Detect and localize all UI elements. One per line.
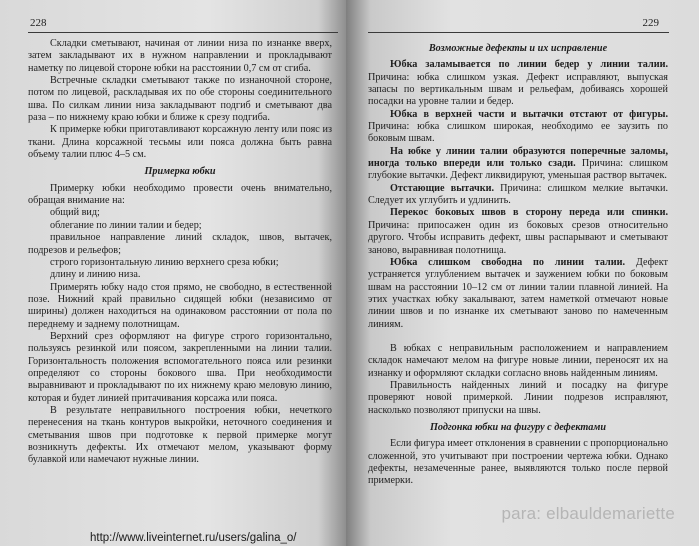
defect-text: Причина: припосажен один из боковых срезов относительно другого. Чтобы исправить дефект, швы распарывают и сметывают заново, выравнивая полотнища. — [368, 219, 668, 256]
footer-url[interactable]: http://www.liveinternet.ru/users/galina_o/ — [90, 532, 297, 544]
defect-text: Причина: юбка слишком широкая, необходимо ее заузить по боковым швам. — [368, 121, 668, 145]
defect-title: На юбке у линии талии образуются поперечные заломы, иногда только впереди или только сзади. — [368, 145, 668, 170]
defect-paragraph — [368, 207, 668, 256]
paragraph: В юбках с неправильным расположением и направлением складок намечают мелом на фигуре новые линии, переносят их на изнанку и оформляют складки согласно вновь найденным линиям. — [368, 342, 668, 379]
list-item: облегание по линии талии и бедер; — [50, 219, 202, 231]
section-heading: Возможные дефекты и их исправление — [428, 43, 608, 54]
section-heading: Примерка юбки — [144, 166, 216, 178]
defect-title: Отстающие вытачки. — [390, 182, 495, 194]
page-number-right: 229 — [642, 17, 659, 29]
paragraph: Верхний срез оформляют на фигуре строго горизонтально, пользуясь резинкой или поясом, закрепленными на линии талии. Горизонтальность положения вспомогательного пояса или резинки определяют со стороны бокового шва. При необходимости выравнивают и прокладывают по их нижнему краю меловую линию, которая и будет линией притачивания корсажа или пояса. — [28, 330, 332, 404]
defect-paragraph — [368, 257, 668, 331]
defect-text: Причина: слишком глубокие вытачки. Дефект ликвидируют, уменьшая раствор вытачек. — [368, 158, 668, 182]
paragraph-gap — [368, 331, 668, 343]
defect-text: Причина: юбка слишком узкая. Дефект исправляют, выпуская запасы по вертикальным швам и рельефам, добиваясь хорошей посадки на уровне талии и бедер. — [368, 71, 668, 108]
defect-text: Дефект устраняется углублением вытачек и заужением юбки по боковым швам на расстоянии 10–12 см от линии талии плавной линией. На этих участках юбку закалывают, затем наметкой отмечают новые линии швов и по изнанке их сметывают заново по намеченным линиям. — [368, 256, 668, 330]
section-heading: Подгонка юбки на фигуру с дефектами — [429, 421, 607, 433]
defect-paragraph — [368, 146, 668, 183]
right-page — [346, 0, 699, 546]
left-page — [0, 0, 346, 546]
paragraph: К примерке юбки приготавливают корсажную ленту или пояс из ткани. Длина корсажной тесьмы или пояса должна быть равна объему талии плюс 4–5 см. — [28, 124, 332, 161]
paragraph: Примерять юбку надо стоя прямо, не свободно, в естественной позе. Нижний край правильно сидящей юбки (независимо от ширины) должен находиться на одинаковом расстоянии от пола по переднему и заднему полотнищам. — [28, 281, 332, 330]
defect-title: Юбка слишком свободна по линии талии. — [390, 256, 626, 268]
list-item: правильное направление линий складок, швов, вытачек, подрезов и рельефов; — [28, 232, 332, 256]
list-item: длину и линию низа. — [50, 269, 141, 281]
defect-paragraph — [368, 59, 668, 108]
defect-text: Причина: слишком мелкие вытачки. Следует их углубить и удлинить. — [368, 182, 668, 207]
defect-title: Перекос боковых швов в сторону переда или спинки. — [390, 207, 668, 219]
list-item: общий вид; — [50, 207, 100, 219]
left-page-text — [28, 38, 332, 467]
list-item: строго горизонтальную линию верхнего среза юбки; — [50, 256, 279, 268]
paragraph: Правильность найденных линий и посадку на фигуре проверяют новой примеркой. Линии подрезов исправляют, насколько позволяют припуски на швы. — [368, 379, 668, 416]
watermark-text: para: elbauldemariette — [501, 504, 675, 523]
paragraph: Встречные складки сметывают также по изнаночной стороне, потом по лицевой, раскладывая их по обе стороны соединительного шва. По силкам линии низа закладывают подгиб и сметывают два раза – по нижнему краю юбки и ближе к срезу подгиба. — [28, 75, 332, 124]
right-page-text — [368, 38, 668, 488]
header-rule-right — [368, 32, 669, 33]
paragraph: Если фигура имеет отклонения в сравнении с пропорционально сложенной, это учитывают при построении чертежа юбки. Однако дефекты, незамеченные ранее, выявляются только после первой примерки. — [368, 438, 668, 487]
paragraph: Складки сметывают, начиная от линии низа по изнанке вверх, затем закладывают их в нужном направлении и прокладывают наметку по лицевой стороне юбки на расстоянии 0,7 см от сгиба. — [28, 38, 332, 74]
defect-title: Юбка заламывается по линии бедер у линии талии. — [390, 59, 668, 71]
defect-title: Юбка в верхней части и вытачки отстают от фигуры. — [390, 108, 668, 120]
defect-paragraph — [368, 183, 668, 208]
header-rule-left — [28, 32, 338, 33]
paragraph: Примерку юбки необходимо провести очень внимательно, обращая внимание на: — [28, 182, 332, 207]
paragraph: В результате неправильного построения юбки, нечеткого перенесения на ткань контуров выкройки, неточного соединения и сметывания швов при подготовке к первой примерке могут возникнуть дефекты. Их отмечают мелом, указывают форму булавкой или намечают нужные линии. — [28, 404, 332, 466]
defect-paragraph — [368, 109, 668, 146]
page-number-left: 228 — [30, 17, 47, 29]
